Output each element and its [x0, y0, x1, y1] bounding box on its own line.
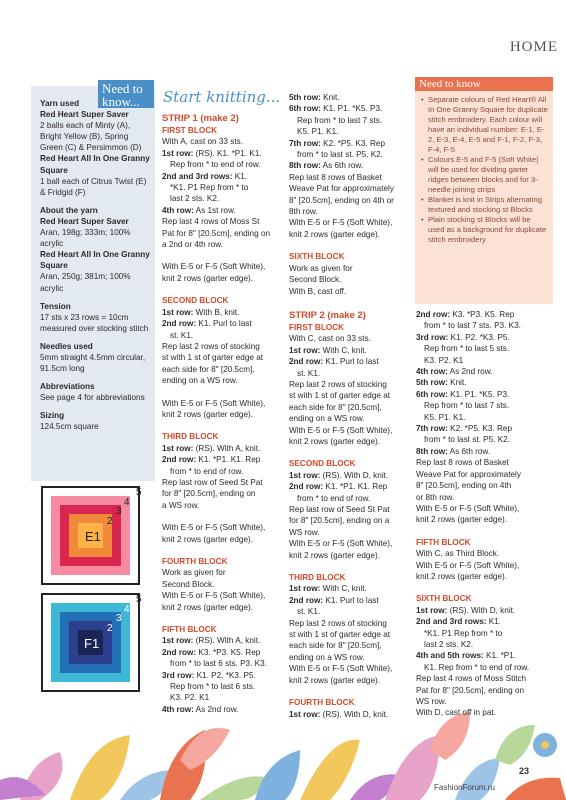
- row-label: 2nd row:: [289, 595, 324, 605]
- pattern-column-2: [289, 92, 411, 720]
- instruction-line: K5. P1. K1.: [297, 127, 339, 137]
- instruction-line: Rep last 2 rows of stocking: [162, 341, 260, 351]
- pattern-column-1: [162, 111, 284, 715]
- yarn2-name: Red Heart All In One Granny Square: [40, 154, 150, 175]
- strip-heading: STRIP 2 (make 2): [289, 309, 366, 321]
- row-instruction: [162, 647, 284, 658]
- row-text: With C, knit.: [320, 584, 367, 594]
- row-instruction: [162, 148, 284, 159]
- tension-heading: Tension: [40, 301, 71, 311]
- materials-list: [40, 98, 152, 433]
- block-heading: FOURTH BLOCK: [162, 557, 228, 566]
- row-instruction: [289, 356, 411, 367]
- row-text: K1. *P1. K1. Rep: [196, 455, 261, 465]
- yarn2-text: 1 ball each of Citrus Twist (E) & Fridgid (F): [40, 176, 147, 197]
- spacer: [162, 387, 284, 398]
- instruction-line: st. K1.: [170, 330, 194, 340]
- row-text: K1. Purl to last: [323, 595, 379, 605]
- instruction-line: 8th row.: [289, 207, 318, 217]
- instruction-line: Rep last 4 rows of Moss Stitch: [416, 674, 527, 684]
- svg-text:3: 3: [116, 506, 122, 517]
- instruction-line: knit 2 rows (garter edge).: [162, 273, 254, 283]
- instruction-line: Rep last 4 rows of Moss St: [162, 217, 260, 227]
- row-text: K1. Purl to last: [196, 319, 252, 329]
- instruction-line: K3. P2. K1: [424, 355, 464, 365]
- instruction-line: Rep last row of Seed St Pat: [289, 505, 390, 514]
- instruction-line: st. K1.: [297, 607, 321, 617]
- row-instruction: [289, 470, 411, 481]
- pattern-column-3: [416, 309, 554, 719]
- instruction-line: With E-5 or F-5 (Soft White),: [289, 539, 393, 549]
- abbreviations-heading: Abbreviations: [40, 382, 95, 392]
- instruction-line: With C, as Third Block.: [416, 549, 500, 559]
- instruction-line: ending on a WS row.: [289, 414, 365, 424]
- yarn1-name: Red Heart Super Saver: [40, 110, 129, 120]
- need-to-know-title: Need to know: [415, 77, 553, 91]
- row-text: K1. P1. *K5. P3.: [447, 389, 510, 399]
- row-text: With C, knit.: [320, 345, 367, 355]
- instruction-line: Work as given for: [162, 568, 226, 578]
- about2-text: Aran, 250g; 381m; 100% acrylic: [40, 272, 131, 293]
- block-diagram-e: [40, 485, 152, 587]
- row-text: (RS). With A, knit.: [193, 636, 261, 646]
- instruction-line: from * to last 6 sts. P3. K3.: [170, 659, 267, 669]
- instruction-line: Rep from * to last 7 sts.: [424, 401, 510, 411]
- instruction-line: With D, cast off in pat.: [416, 708, 496, 718]
- center-label: F1: [84, 636, 100, 651]
- block-heading: FIRST BLOCK: [289, 322, 345, 332]
- block-heading: FIFTH BLOCK: [416, 537, 471, 547]
- instruction-line: K3. P2. K1: [170, 693, 210, 703]
- instruction-line: Pat for 8" [20.5cm], ending on: [162, 228, 271, 238]
- instruction-line: Rep from * to end of row.: [170, 160, 261, 170]
- row-instruction: [289, 481, 411, 492]
- row-instruction: [162, 307, 284, 318]
- instruction-line: each side for 8" [20.5cm],: [162, 364, 255, 374]
- about1-text: Aran, 198g; 333m; 100% acrylic: [40, 228, 131, 249]
- instruction-line: 8" [20.5cm], ending on 4th: [416, 481, 512, 491]
- svg-text:2: 2: [107, 516, 113, 527]
- instruction-line: Rep last 8 rows of Basket: [289, 172, 382, 182]
- instruction-line: Rep last row of Seed St Pat: [162, 477, 263, 487]
- row-label: 5th row:: [289, 93, 321, 102]
- instruction-line: knit 2 rows (garter edge).: [162, 602, 254, 612]
- instruction-line: K5. P1. K1.: [424, 412, 466, 422]
- instruction-line: With B, cast off.: [289, 286, 347, 296]
- instruction-line: Rep last 2 rows of stocking: [289, 618, 387, 628]
- list-item: • Blanket is knit in Strips alternating textured and stocking st Blocks: [421, 195, 549, 215]
- row-label: 5th row:: [416, 378, 448, 388]
- footer-watermark: FashionForum.ru: [434, 783, 495, 792]
- row-text: K2. *P5. K3. Rep: [447, 424, 513, 434]
- block-heading: FOURTH BLOCK: [289, 698, 355, 708]
- section-label: HOME: [509, 39, 558, 55]
- row-text: K2. *P5. K3. Rep: [320, 138, 386, 148]
- page-number: 23: [519, 766, 530, 776]
- block-heading: SIXTH BLOCK: [416, 594, 472, 604]
- row-label: 4th and 5th rows:: [416, 651, 484, 661]
- row-label: 1st row:: [289, 584, 321, 594]
- spacer: [289, 686, 411, 697]
- row-instruction: [162, 454, 284, 465]
- row-label: 8th row:: [416, 446, 448, 456]
- row-text: As 2nd row.: [447, 367, 493, 377]
- instruction-line: or 8th row.: [416, 492, 455, 502]
- spacer: [289, 240, 411, 251]
- row-label: 1st row:: [162, 307, 194, 317]
- row-text: K1. *P1.: [483, 651, 517, 661]
- svg-text:4: 4: [124, 604, 130, 615]
- instruction-line: for 8" [20.5cm], ending on a: [289, 516, 390, 526]
- spacer: [162, 420, 284, 431]
- block-heading: SECOND BLOCK: [162, 296, 229, 306]
- instruction-line: With E-5 or F-5 (Soft White),: [162, 591, 266, 601]
- instruction-line: from * to last st. P5. K2.: [297, 150, 384, 160]
- block-diagram-f: [40, 592, 152, 694]
- center-label: E1: [85, 529, 101, 544]
- row-label: 2nd row:: [289, 482, 324, 492]
- start-knitting-heading: Start knitting...: [163, 88, 281, 106]
- needles-text: 5mm straight 4.5mm circular, 91.5cm long: [40, 352, 146, 374]
- instruction-line: from * to end of row.: [297, 493, 371, 503]
- needles-heading: Needles used: [40, 341, 93, 351]
- need-to-know-box: [415, 77, 553, 304]
- strip-heading: STRIP 1 (make 2): [162, 113, 239, 124]
- spacer: [162, 250, 284, 261]
- yarn-used-heading: Yarn used: [40, 99, 80, 108]
- row-text: K3. *P3. K5. Rep: [196, 647, 261, 657]
- row-text: K1.: [486, 617, 502, 627]
- row-text: K1. P2. *K3. P5.: [448, 332, 510, 342]
- spacer: [416, 582, 554, 593]
- about1-name: Red Heart Super Saver: [40, 216, 129, 226]
- row-label: 2nd row:: [162, 319, 197, 329]
- row-instruction: [162, 205, 284, 216]
- list-item: • Separate colours of Red Heart® All In One Granny Square for duplicate stitch embroidery. Each colour will have an individual number: E-1, E-2, E-3, E-4, E-5 and F-1, F-2, F-3, F-4, F-5: [421, 95, 549, 155]
- row-label: 1st row:: [416, 605, 448, 615]
- row-text: As 6th row.: [447, 446, 491, 456]
- need-to-know-list: [415, 95, 553, 245]
- instruction-line: st with 1 st of garter edge at: [289, 630, 391, 640]
- svg-text:4: 4: [124, 497, 130, 508]
- instruction-line: a 2nd or 4th row.: [162, 240, 223, 250]
- block-heading: SECOND BLOCK: [289, 459, 356, 469]
- row-instruction: [416, 605, 554, 616]
- block-heading: FIFTH BLOCK: [162, 625, 217, 635]
- row-instruction: [162, 670, 284, 681]
- row-label: 6th row:: [416, 389, 448, 399]
- instruction-line: ending on a WS row.: [289, 652, 365, 662]
- instruction-line: Weave Pat for approximately: [289, 184, 394, 194]
- row-instruction: [289, 709, 411, 720]
- instruction-line: Pat for 8" [20.5cm], ending on: [416, 685, 525, 695]
- row-label: 4th row:: [162, 205, 194, 215]
- row-text: As 2nd row.: [193, 704, 239, 714]
- about-heading: About the yarn: [40, 205, 98, 215]
- row-label: 8th row:: [289, 161, 321, 171]
- row-text: K3. *P3. K5. Rep: [450, 310, 515, 319]
- svg-text:2: 2: [107, 623, 113, 634]
- instruction-line: With E-5 or F-5 (Soft White),: [289, 664, 393, 674]
- need-to-know-tab: Need to know...: [98, 80, 154, 108]
- row-instruction: [162, 443, 284, 454]
- row-instruction: [289, 160, 411, 171]
- row-label: 2nd row:: [162, 647, 197, 657]
- block-heading: THIRD BLOCK: [289, 573, 346, 583]
- list-item: • Colours E-5 and F-5 (Soft White) will be used for dividing garter ridges between blocks and for 3-needle joining strips: [421, 155, 549, 195]
- spacer: [416, 526, 554, 537]
- instruction-line: 8" [20.5cm], ending on 4th or: [289, 195, 394, 205]
- row-instruction: [162, 635, 284, 646]
- svg-text:3: 3: [116, 613, 122, 624]
- instruction-line: for 8" [20.5cm], ending on: [162, 489, 256, 499]
- instruction-line: With C, cast on 33 sts.: [289, 334, 371, 344]
- row-text: K1. Purl to last: [323, 357, 379, 367]
- row-instruction: [289, 103, 411, 114]
- instruction-line: Second Block.: [162, 579, 215, 589]
- about2-name: Red Heart All In One Granny Square: [40, 250, 150, 271]
- row-label: 2nd and 3rd rows:: [162, 171, 233, 181]
- row-text: As 1st row.: [193, 205, 236, 215]
- row-instruction: [416, 332, 554, 343]
- row-label: 2nd and 3rd rows:: [416, 617, 487, 627]
- spacer: [289, 297, 411, 308]
- yarn1-text: 2 balls each of Minty (A), Bright Yellow (B), Spring Green (C) & Persimmon (D): [40, 121, 142, 153]
- row-label: 7th row:: [289, 138, 321, 148]
- row-instruction: [289, 345, 411, 356]
- block-heading: FIRST BLOCK: [162, 126, 218, 135]
- row-label: 1st row:: [289, 470, 321, 480]
- instruction-line: Rep from * to last 6 sts.: [170, 682, 256, 692]
- row-instruction: [416, 423, 554, 434]
- row-label: 1st row:: [289, 345, 321, 355]
- row-instruction: [289, 92, 411, 103]
- instruction-line: st with 1 st of garter edge at: [162, 353, 264, 363]
- row-label: 1st row:: [162, 148, 194, 158]
- row-text: (RS). With D, knit.: [447, 605, 516, 615]
- row-text: K1. *P1. K1. Rep: [323, 482, 388, 492]
- instruction-line: last 2 sts. K2.: [424, 639, 474, 649]
- instruction-line: knit 2 rows (garter edge).: [416, 515, 508, 525]
- abbreviations-text: See page 4 for abbreviations: [40, 393, 145, 403]
- instruction-line: Rep last 2 rows of stocking: [289, 379, 387, 389]
- row-instruction: [416, 650, 554, 661]
- row-label: 4th row:: [162, 704, 194, 714]
- spacer: [162, 545, 284, 556]
- instruction-line: Rep last 8 rows of Basket: [416, 458, 509, 468]
- row-label: 3rd row:: [162, 670, 195, 680]
- row-label: 4th row:: [416, 367, 448, 377]
- row-text: K1.: [232, 171, 248, 181]
- row-text: Knit.: [447, 378, 467, 388]
- row-instruction: [162, 704, 284, 715]
- instruction-line: ending on a WS row.: [162, 376, 238, 386]
- instruction-line: st. K1.: [297, 368, 321, 378]
- row-label: 1st row:: [162, 636, 194, 646]
- instruction-line: Rep from * to last 5 sts.: [424, 344, 510, 354]
- instruction-line: With E-5 or F-5 (Soft White),: [289, 218, 393, 228]
- instruction-line: Work as given for: [289, 263, 353, 273]
- row-instruction: [416, 377, 554, 388]
- row-instruction: [416, 616, 554, 627]
- block-heading: THIRD BLOCK: [162, 432, 219, 442]
- instruction-line: With E-5 or F-5 (Soft White),: [162, 398, 266, 408]
- instruction-line: from * to end of row.: [170, 466, 244, 476]
- row-label: 2nd row:: [416, 310, 451, 319]
- row-label: 7th row:: [416, 424, 448, 434]
- instruction-line: With E-5 or F-5 (Soft White),: [162, 262, 266, 272]
- spacer: [289, 561, 411, 572]
- instruction-line: With E-5 or F-5 (Soft White),: [416, 503, 520, 513]
- instruction-line: With A, cast on 33 sts.: [162, 137, 243, 147]
- spacer: [162, 511, 284, 522]
- row-label: 3rd row:: [416, 332, 449, 342]
- row-label: 1st row:: [289, 709, 321, 719]
- row-text: With B, knit.: [193, 307, 240, 317]
- row-text: Knit.: [320, 93, 340, 102]
- list-item: • Plain stocking st Blocks will be used as a background for duplicate stitch embroidery: [421, 215, 549, 245]
- instruction-line: *K1. P1 Rep from * to: [424, 628, 503, 638]
- row-instruction: [162, 318, 284, 329]
- row-instruction: [289, 583, 411, 594]
- row-text: (RS). With A, knit.: [193, 443, 261, 453]
- instruction-line: each side for 8" [20.5cm],: [289, 641, 382, 651]
- instruction-line: st with 1 st of garter edge at: [289, 391, 391, 401]
- tension-text: 17 sts x 23 rows = 10cm measured over stocking stitch: [40, 312, 149, 333]
- instruction-line: knit 2 rows (garter edge).: [289, 229, 381, 239]
- instruction-line: With E-5 or F-5 (Soft White),: [289, 425, 393, 435]
- row-text: As 6th row.: [320, 161, 364, 171]
- instruction-line: from * to last 7 sts. P3. K3.: [424, 321, 521, 331]
- row-text: (RS). With D, knit.: [320, 709, 389, 719]
- row-text: (RS). With D, knit.: [320, 470, 389, 480]
- spacer: [162, 284, 284, 295]
- instruction-line: With E-5 or F-5 (Soft White),: [416, 560, 520, 570]
- row-instruction: [289, 595, 411, 606]
- sizing-text: 124.5cm square: [40, 422, 99, 432]
- instruction-line: from * to last st. P5. K2.: [424, 435, 511, 445]
- row-instruction: [289, 138, 411, 149]
- instruction-line: WS row.: [289, 527, 320, 537]
- spacer: [289, 447, 411, 458]
- row-label: 2nd row:: [289, 357, 324, 367]
- instruction-line: last 2 sts. K2.: [170, 194, 220, 204]
- instruction-line: knit 2 rows (garter edge).: [289, 550, 381, 560]
- block-heading: SIXTH BLOCK: [289, 252, 345, 262]
- instruction-line: knit 2 rows (garter edge).: [162, 409, 254, 419]
- row-text: K1. P2. *K3. P5.: [194, 670, 256, 680]
- row-instruction: [416, 309, 554, 320]
- row-label: 1st row:: [162, 443, 194, 453]
- row-label: 2nd row:: [162, 455, 197, 465]
- instruction-line: *K1. P1 Rep from * to: [170, 183, 249, 193]
- row-instruction: [416, 446, 554, 457]
- instruction-line: Second Block.: [289, 275, 342, 285]
- svg-text:5: 5: [136, 594, 142, 605]
- instruction-line: knit 2 rows (garter edge).: [289, 436, 381, 446]
- svg-text:5: 5: [136, 487, 142, 498]
- instruction-line: With E-5 or F-5 (Soft White),: [162, 523, 266, 533]
- row-text: (RS). K1. *P1. K1.: [193, 148, 262, 158]
- instruction-line: Weave Pat for approximately: [416, 469, 521, 479]
- instruction-line: each side for 8" [20.5cm],: [289, 402, 382, 412]
- spacer: [162, 613, 284, 624]
- instruction-line: K1. Rep from * to end of row.: [424, 662, 530, 672]
- sizing-heading: Sizing: [40, 411, 65, 421]
- instruction-line: WS row.: [416, 697, 447, 706]
- instruction-line: knit 2 rows (garter edge).: [289, 675, 381, 685]
- row-instruction: [416, 389, 554, 400]
- row-instruction: [416, 366, 554, 377]
- instruction-line: a WS row.: [162, 500, 200, 510]
- row-label: 6th row:: [289, 104, 321, 114]
- row-instruction: [162, 171, 284, 182]
- instruction-line: Rep from * to last 7 sts.: [297, 115, 383, 125]
- row-text: K1. P1. *K5. P3.: [320, 104, 383, 114]
- instruction-line: knit 2 rows (garter edge).: [416, 571, 508, 581]
- instruction-line: knit 2 rows (garter edge).: [162, 534, 254, 544]
